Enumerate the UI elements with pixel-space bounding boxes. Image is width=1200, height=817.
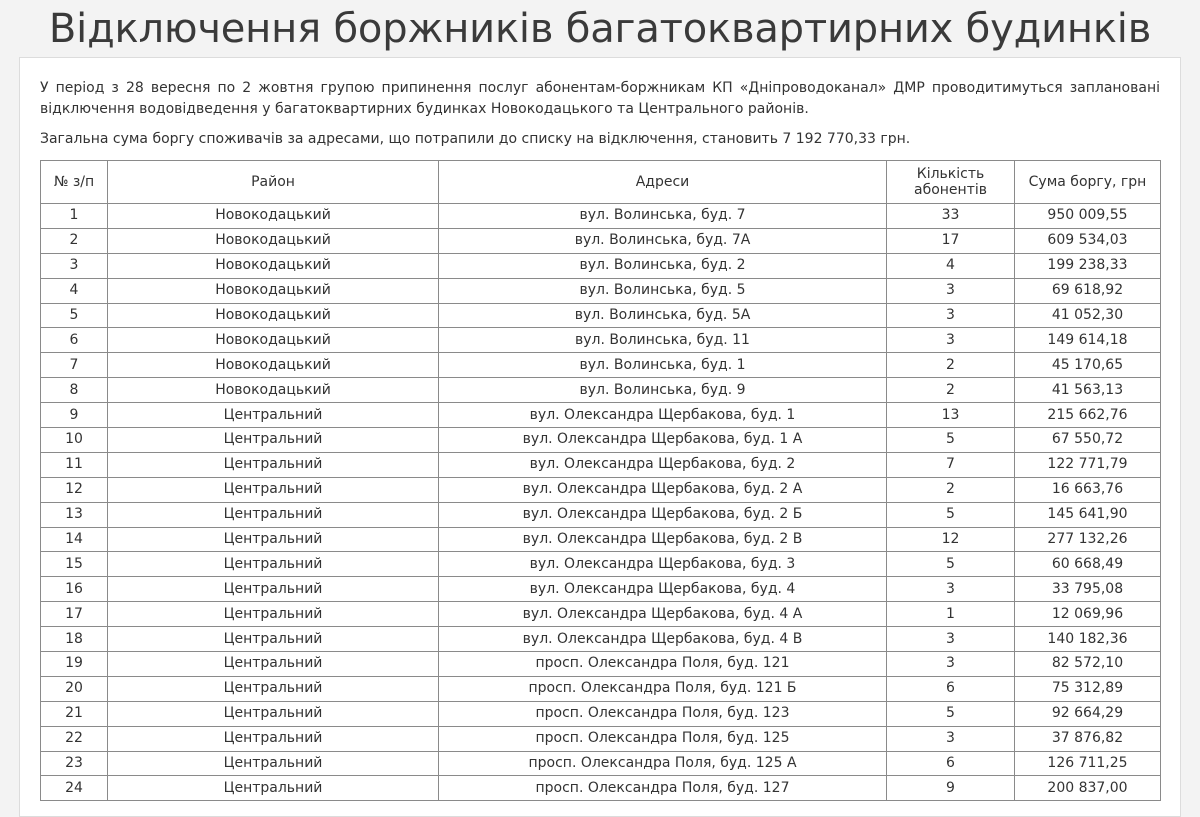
cell-num: 14 [41,527,108,552]
cell-num: 19 [41,652,108,677]
cell-count: 5 [887,552,1015,577]
cell-num: 1 [41,204,108,229]
cell-count: 5 [887,502,1015,527]
cell-district: Новокодацький [108,378,439,403]
cell-district: Центральний [108,776,439,801]
cell-district: Новокодацький [108,253,439,278]
cell-count: 13 [887,403,1015,428]
header-num: № з/п [41,161,108,204]
cell-district: Центральний [108,428,439,453]
cell-district: Новокодацький [108,328,439,353]
cell-sum: 950 009,55 [1015,204,1161,229]
cell-sum: 60 668,49 [1015,552,1161,577]
cell-sum: 45 170,65 [1015,353,1161,378]
intro-paragraph: У період з 28 вересня по 2 жовтня групою припинення послуг абонентам-боржникам КП «Дніпроводоканал» ДМР проводитимуться заплановані відключення водовідведення у багатоквартирних будинках Новокодацького та Центрального районів. [40,80,1160,117]
cell-district: Центральний [108,477,439,502]
cell-district: Центральний [108,502,439,527]
cell-district: Центральний [108,602,439,627]
cell-sum: 16 663,76 [1015,477,1161,502]
cell-num: 9 [41,403,108,428]
cell-num: 12 [41,477,108,502]
cell-num: 22 [41,726,108,751]
table-row [41,303,1161,328]
cell-district: Центральний [108,452,439,477]
cell-sum: 69 618,92 [1015,278,1161,303]
table-row [41,353,1161,378]
table-row [41,328,1161,353]
cell-address: вул. Волинська, буд. 7А [439,228,887,253]
cell-count: 7 [887,452,1015,477]
cell-address: вул. Волинська, буд. 9 [439,378,887,403]
table-row [41,278,1161,303]
cell-count: 2 [887,353,1015,378]
cell-address: вул. Олександра Щербакова, буд. 3 [439,552,887,577]
cell-count: 3 [887,627,1015,652]
cell-address: просп. Олександра Поля, буд. 127 [439,776,887,801]
cell-count: 2 [887,378,1015,403]
cell-district: Центральний [108,552,439,577]
cell-address: вул. Волинська, буд. 7 [439,204,887,229]
cell-sum: 37 876,82 [1015,726,1161,751]
cell-address: просп. Олександра Поля, буд. 123 [439,701,887,726]
table-row [41,253,1161,278]
cell-sum: 12 069,96 [1015,602,1161,627]
table-row [41,378,1161,403]
cell-address: вул. Волинська, буд. 5 [439,278,887,303]
header-address: Адреси [439,161,887,204]
table-row [41,403,1161,428]
cell-count: 5 [887,428,1015,453]
cell-sum: 126 711,25 [1015,751,1161,776]
cell-address: вул. Волинська, буд. 5А [439,303,887,328]
cell-address: просп. Олександра Поля, буд. 125 [439,726,887,751]
cell-address: вул. Олександра Щербакова, буд. 4 В [439,627,887,652]
cell-district: Центральний [108,577,439,602]
cell-num: 6 [41,328,108,353]
cell-district: Центральний [108,403,439,428]
table-row [41,726,1161,751]
cell-sum: 75 312,89 [1015,676,1161,701]
cell-count: 3 [887,652,1015,677]
cell-address: вул. Волинська, буд. 11 [439,328,887,353]
cell-count: 1 [887,602,1015,627]
table-row [41,577,1161,602]
header-count: Кількість абонентів [887,161,1015,204]
cell-count: 9 [887,776,1015,801]
cell-district: Новокодацький [108,228,439,253]
cell-count: 4 [887,253,1015,278]
cell-address: просп. Олександра Поля, буд. 121 Б [439,676,887,701]
cell-address: вул. Олександра Щербакова, буд. 1 А [439,428,887,453]
page-title: Відключення боржників багатоквартирних будинків [48,6,1152,52]
table-row [41,776,1161,801]
table-body [41,204,1161,801]
table-row [41,477,1161,502]
cell-district: Новокодацький [108,353,439,378]
table-row [41,676,1161,701]
cell-num: 21 [41,701,108,726]
cell-num: 23 [41,751,108,776]
cell-address: вул. Волинська, буд. 1 [439,353,887,378]
cell-sum: 41 052,30 [1015,303,1161,328]
cell-num: 7 [41,353,108,378]
cell-num: 16 [41,577,108,602]
cell-count: 2 [887,477,1015,502]
cell-address: вул. Олександра Щербакова, буд. 1 [439,403,887,428]
cell-sum: 199 238,33 [1015,253,1161,278]
table-row [41,627,1161,652]
cell-sum: 200 837,00 [1015,776,1161,801]
cell-count: 6 [887,676,1015,701]
total-debt-paragraph: Загальна сума боргу споживачів за адресами, що потрапили до списку на відключення, становить 7 192 770,33 грн. [40,131,911,147]
table-row [41,452,1161,477]
cell-sum: 82 572,10 [1015,652,1161,677]
cell-address: вул. Олександра Щербакова, буд. 2 В [439,527,887,552]
cell-num: 13 [41,502,108,527]
header-sum: Сума боргу, грн [1015,161,1161,204]
cell-sum: 33 795,08 [1015,577,1161,602]
cell-district: Новокодацький [108,303,439,328]
cell-count: 3 [887,726,1015,751]
table-row [41,502,1161,527]
cell-sum: 149 614,18 [1015,328,1161,353]
cell-count: 12 [887,527,1015,552]
table-row [41,527,1161,552]
table-row [41,751,1161,776]
cell-num: 20 [41,676,108,701]
cell-num: 8 [41,378,108,403]
header-district: Район [108,161,439,204]
table-row [41,428,1161,453]
cell-sum: 67 550,72 [1015,428,1161,453]
cell-num: 3 [41,253,108,278]
cell-address: вул. Олександра Щербакова, буд. 4 [439,577,887,602]
cell-address: вул. Олександра Щербакова, буд. 4 А [439,602,887,627]
table-row [41,552,1161,577]
cell-num: 4 [41,278,108,303]
table-row [41,228,1161,253]
cell-count: 3 [887,278,1015,303]
table-row [41,652,1161,677]
table-row [41,204,1161,229]
cell-district: Центральний [108,676,439,701]
cell-district: Центральний [108,652,439,677]
cell-district: Новокодацький [108,204,439,229]
cell-address: вул. Олександра Щербакова, буд. 2 [439,452,887,477]
cell-district: Новокодацький [108,278,439,303]
cell-district: Центральний [108,726,439,751]
cell-count: 6 [887,751,1015,776]
table-row [41,701,1161,726]
cell-district: Центральний [108,627,439,652]
cell-sum: 145 641,90 [1015,502,1161,527]
cell-count: 3 [887,303,1015,328]
cell-address: просп. Олександра Поля, буд. 121 [439,652,887,677]
cell-address: вул. Олександра Щербакова, буд. 2 А [439,477,887,502]
cell-address: просп. Олександра Поля, буд. 125 А [439,751,887,776]
cell-num: 2 [41,228,108,253]
cell-count: 33 [887,204,1015,229]
cell-count: 5 [887,701,1015,726]
cell-sum: 122 771,79 [1015,452,1161,477]
cell-address: вул. Олександра Щербакова, буд. 2 Б [439,502,887,527]
cell-district: Центральний [108,527,439,552]
debtors-table [40,160,1161,801]
cell-num: 11 [41,452,108,477]
cell-sum: 277 132,26 [1015,527,1161,552]
cell-sum: 609 534,03 [1015,228,1161,253]
cell-num: 24 [41,776,108,801]
cell-num: 17 [41,602,108,627]
cell-count: 17 [887,228,1015,253]
cell-num: 18 [41,627,108,652]
cell-num: 5 [41,303,108,328]
table-header [41,161,1161,204]
cell-count: 3 [887,577,1015,602]
table-header-row [41,161,1161,204]
cell-sum: 140 182,36 [1015,627,1161,652]
cell-sum: 41 563,13 [1015,378,1161,403]
cell-district: Центральний [108,751,439,776]
cell-district: Центральний [108,701,439,726]
cell-sum: 215 662,76 [1015,403,1161,428]
cell-num: 15 [41,552,108,577]
cell-count: 3 [887,328,1015,353]
cell-sum: 92 664,29 [1015,701,1161,726]
table-row [41,602,1161,627]
cell-address: вул. Волинська, буд. 2 [439,253,887,278]
cell-num: 10 [41,428,108,453]
